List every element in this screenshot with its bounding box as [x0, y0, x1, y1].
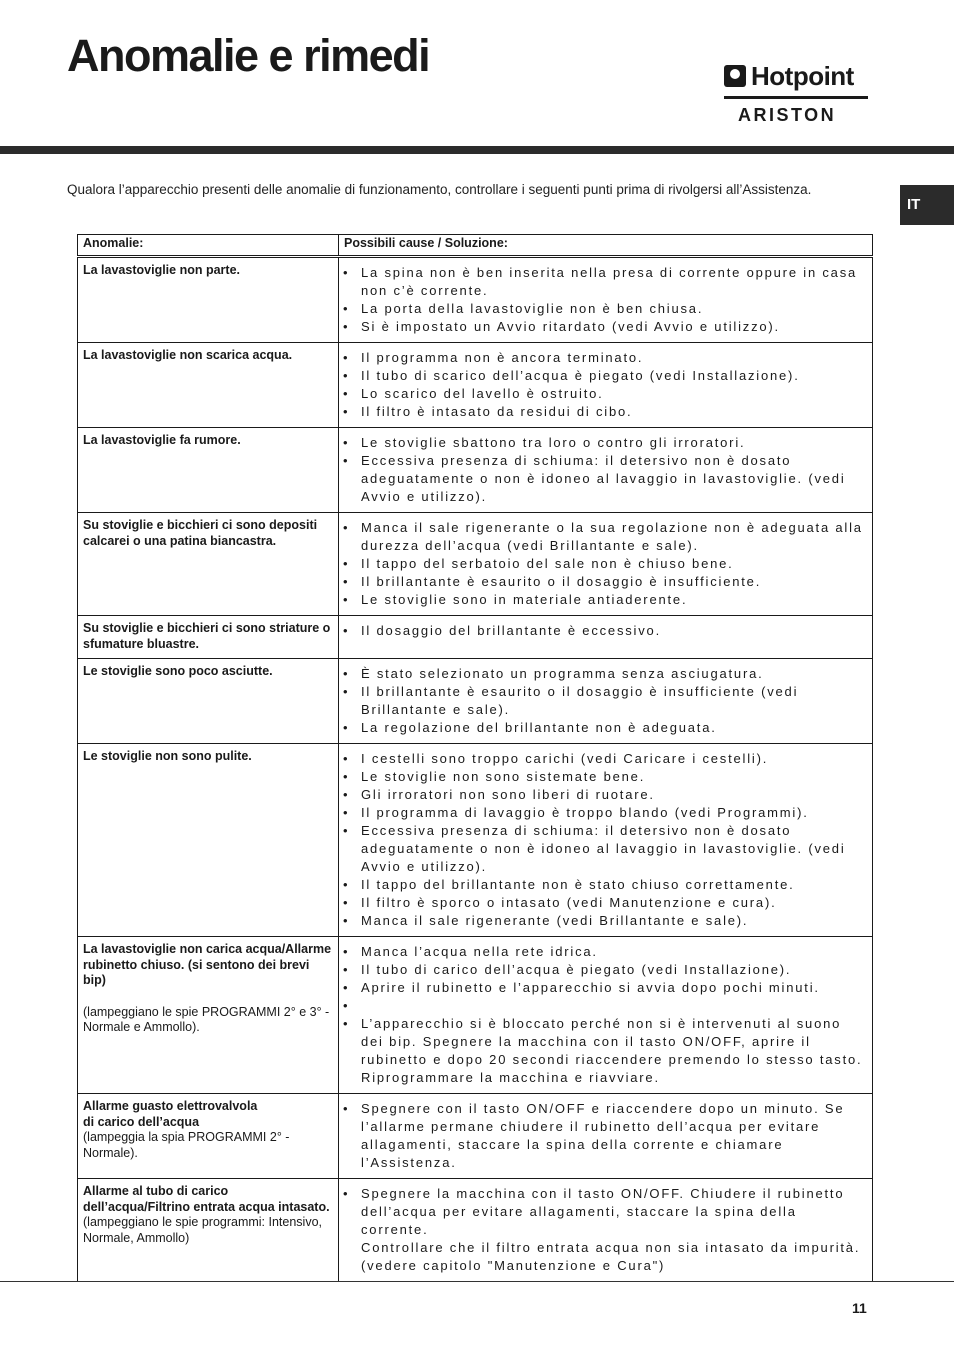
spacer: [83, 989, 333, 1005]
anomaly-cell: [78, 343, 339, 428]
solution-list: [343, 665, 866, 737]
solution-item: • È stato selezionato un programma senza asciugatura.: [343, 665, 866, 683]
solution-item: • Il brillantante è esaurito o il dosaggio è insufficiente (vedi Brillantante e sale).: [343, 683, 866, 719]
table-row: [78, 513, 873, 616]
anomaly-title: Su stoviglie e bicchieri ci sono depositi calcarei o una patina biancastra.: [83, 518, 318, 548]
solution-item: • Manca l’acqua nella rete idrica.: [343, 943, 866, 961]
solution-item: • Il tappo del serbatoio del sale non è chiuso bene.: [343, 555, 866, 573]
solution-item: • Gli irroratori non sono liberi di ruotare.: [343, 786, 866, 804]
anomaly-cell: [78, 744, 339, 937]
anomaly-note: (lampeggia la spia PROGRAMMI 2° - Normale).: [83, 1130, 290, 1160]
table-row: [78, 616, 873, 659]
solution-item: • Il programma non è ancora terminato.: [343, 349, 866, 367]
anomaly-cell: [78, 513, 339, 616]
table-row: [78, 257, 873, 343]
anomaly-title: La lavastoviglie non scarica acqua.: [83, 348, 293, 362]
solution-item: • Il filtro è intasato da residui di cibo.: [343, 403, 866, 421]
solution-cell: [339, 1179, 873, 1282]
solution-list: [343, 434, 866, 506]
anomaly-title: Su stoviglie e bicchieri ci sono striature o sfumature bluastre.: [83, 621, 331, 651]
solution-item: Controllare che il filtro entrata acqua non sia intasato da impurità. (vedere capitolo "Manutenzione e Cura"): [361, 1240, 861, 1273]
solution-list: [343, 264, 866, 336]
solution-item: • Manca il sale rigenerante (vedi Brillantante e sale).: [343, 912, 866, 930]
anomaly-note: (lampeggiano le spie programmi: Intensivo, Normale, Ammollo): [83, 1215, 323, 1245]
solution-item: • L’apparecchio si è bloccato perché non si è intervenuti al suono dei bip. Spegnere la macchina con il tasto ON/OFF, aprire il rubinetto e dopo 20 secondi riaccendere premendo lo stesso tasto. Riprogrammare la macchina e riavviare.: [343, 1015, 866, 1087]
solution-item: • Si è impostato un Avvio ritardato (vedi Avvio e utilizzo).: [343, 318, 866, 336]
anomaly-title: Le stoviglie non sono pulite.: [83, 749, 252, 763]
solution-list: [343, 750, 866, 930]
page-title: Anomalie e rimedi: [67, 30, 430, 81]
solution-cell: [339, 513, 873, 616]
solution-item: • Le stoviglie sbattono tra loro o contro gli irroratori.: [343, 434, 866, 452]
solution-item: • Il tubo di scarico dell’acqua è piegato (vedi Installazione).: [343, 367, 866, 385]
solution-cell: [339, 659, 873, 744]
solution-item: • Il filtro è sporco o intasato (vedi Manutenzione e cura).: [343, 894, 866, 912]
solution-item: • Manca il sale rigenerante o la sua regolazione non è adeguata alla durezza dell’acqua (vedi Brillantante e sale).: [343, 519, 866, 555]
header-bar: [0, 146, 954, 154]
anomaly-note: (lampeggiano le spie PROGRAMMI 2° e 3° - Normale e Ammollo).: [83, 1004, 330, 1034]
anomaly-cell: [78, 257, 339, 343]
solution-item: • Le stoviglie sono in materiale antiaderente.: [343, 591, 866, 609]
solution-cell: [339, 1094, 873, 1179]
solution-item: • La spina non è ben inserita nella presa di corrente oppure in casa non c’è corrente.: [343, 264, 866, 300]
brand-logo: [722, 62, 868, 124]
solution-item: • I cestelli sono troppo carichi (vedi Caricare i cestelli).: [343, 750, 866, 768]
anomaly-title: di carico dell’acqua: [83, 1114, 200, 1129]
table-row: [78, 428, 873, 513]
intro-text: Qualora l’apparecchio presenti delle anomalie di funzionamento, controllare i seguenti punti prima di rivolgersi all’Assistenza.: [67, 182, 812, 197]
anomaly-title: La lavastoviglie non carica acqua/Allarme rubinetto chiuso. (si sentono dei brevi bip): [83, 942, 332, 987]
solution-item: • Spegnere la macchina con il tasto ON/OFF. Chiudere il rubinetto dell’acqua per evitare allagamenti, staccare la spina della corrente.: [343, 1185, 866, 1239]
language-tab: IT: [900, 185, 954, 225]
brand-secondary: ARISTON: [738, 105, 837, 125]
solution-list: [343, 622, 866, 640]
footer-rule: [0, 1281, 954, 1282]
anomaly-title: Le stoviglie sono poco asciutte.: [83, 664, 273, 678]
solution-cell: [339, 744, 873, 937]
solution-list: [343, 519, 866, 609]
troubleshooting-table: [77, 234, 873, 1282]
table-row: [78, 937, 873, 1094]
solution-list: [343, 349, 866, 421]
solution-item: • Il tubo di carico dell’acqua è piegato (vedi Installazione).: [343, 961, 866, 979]
solution-item: • Il brillantante è esaurito o il dosaggio è insufficiente.: [343, 573, 866, 591]
logo-divider: [724, 96, 868, 99]
table-row: [78, 659, 873, 744]
anomaly-cell: [78, 1094, 339, 1179]
anomaly-cell: [78, 659, 339, 744]
anomaly-cell: [78, 428, 339, 513]
table-row: [78, 744, 873, 937]
solution-item: • Il tappo del brillantante non è stato chiuso correttamente.: [343, 876, 866, 894]
column-header-solutions: Possibili cause / Soluzione:: [339, 235, 873, 257]
solution-cell: [339, 428, 873, 513]
column-header-anomalies: Anomalie:: [78, 235, 339, 257]
hotpoint-logo-icon: [724, 65, 746, 87]
solution-list: [343, 1185, 866, 1275]
solution-item: • Lo scarico del lavello è ostruito.: [343, 385, 866, 403]
solution-cell: [339, 343, 873, 428]
anomaly-title: Allarme al tubo di carico dell’acqua/Filtrino entrata acqua intasato.: [83, 1184, 330, 1214]
anomaly-cell: [78, 1179, 339, 1282]
table-header-row: [78, 235, 873, 257]
table-row: [78, 343, 873, 428]
anomaly-title: La lavastoviglie fa rumore.: [83, 433, 241, 447]
solution-item: • Spegnere con il tasto ON/OFF e riaccendere dopo un minuto. Se l’allarme permane chiudere il rubinetto dell’acqua per evitare allagamenti, staccare la spina della corrente e chiamare l’Assistenza.: [343, 1100, 866, 1172]
solution-list: [343, 943, 866, 1087]
solution-item: • La regolazione del brillantante non è adeguata.: [343, 719, 866, 737]
anomaly-cell: [78, 937, 339, 1094]
solution-item: • Eccessiva presenza di schiuma: il detersivo non è dosato adeguatamente o non è idoneo al lavaggio in lavastoviglie. (vedi Avvio e utilizzo).: [343, 452, 866, 506]
solution-item: • Le stoviglie non sono sistemate bene.: [343, 768, 866, 786]
anomaly-cell: [78, 616, 339, 659]
table-row: [78, 1179, 873, 1282]
solution-cell: [339, 257, 873, 343]
solution-item: • Il dosaggio del brillantante è eccessivo.: [343, 622, 866, 640]
page-number: 11: [852, 1300, 867, 1316]
table-row: [78, 1094, 873, 1179]
spacer: [343, 997, 866, 1015]
solution-item: • Aprire il rubinetto e l’apparecchio si avvia dopo pochi minuti.: [343, 979, 866, 997]
anomaly-title: La lavastoviglie non parte.: [83, 263, 240, 277]
solution-item: • La porta della lavastoviglie non è ben chiusa.: [343, 300, 866, 318]
solution-item: • Il programma di lavaggio è troppo blando (vedi Programmi).: [343, 804, 866, 822]
brand-primary: Hotpoint: [751, 61, 854, 91]
solution-cell: [339, 937, 873, 1094]
solution-item: • Eccessiva presenza di schiuma: il detersivo non è dosato adeguatamente o non è idoneo al lavaggio in lavastoviglie. (vedi Avvio e utilizzo).: [343, 822, 866, 876]
solution-list: [343, 1100, 866, 1172]
solution-cell: [339, 616, 873, 659]
anomaly-title: Allarme guasto elettrovalvola: [83, 1099, 258, 1113]
